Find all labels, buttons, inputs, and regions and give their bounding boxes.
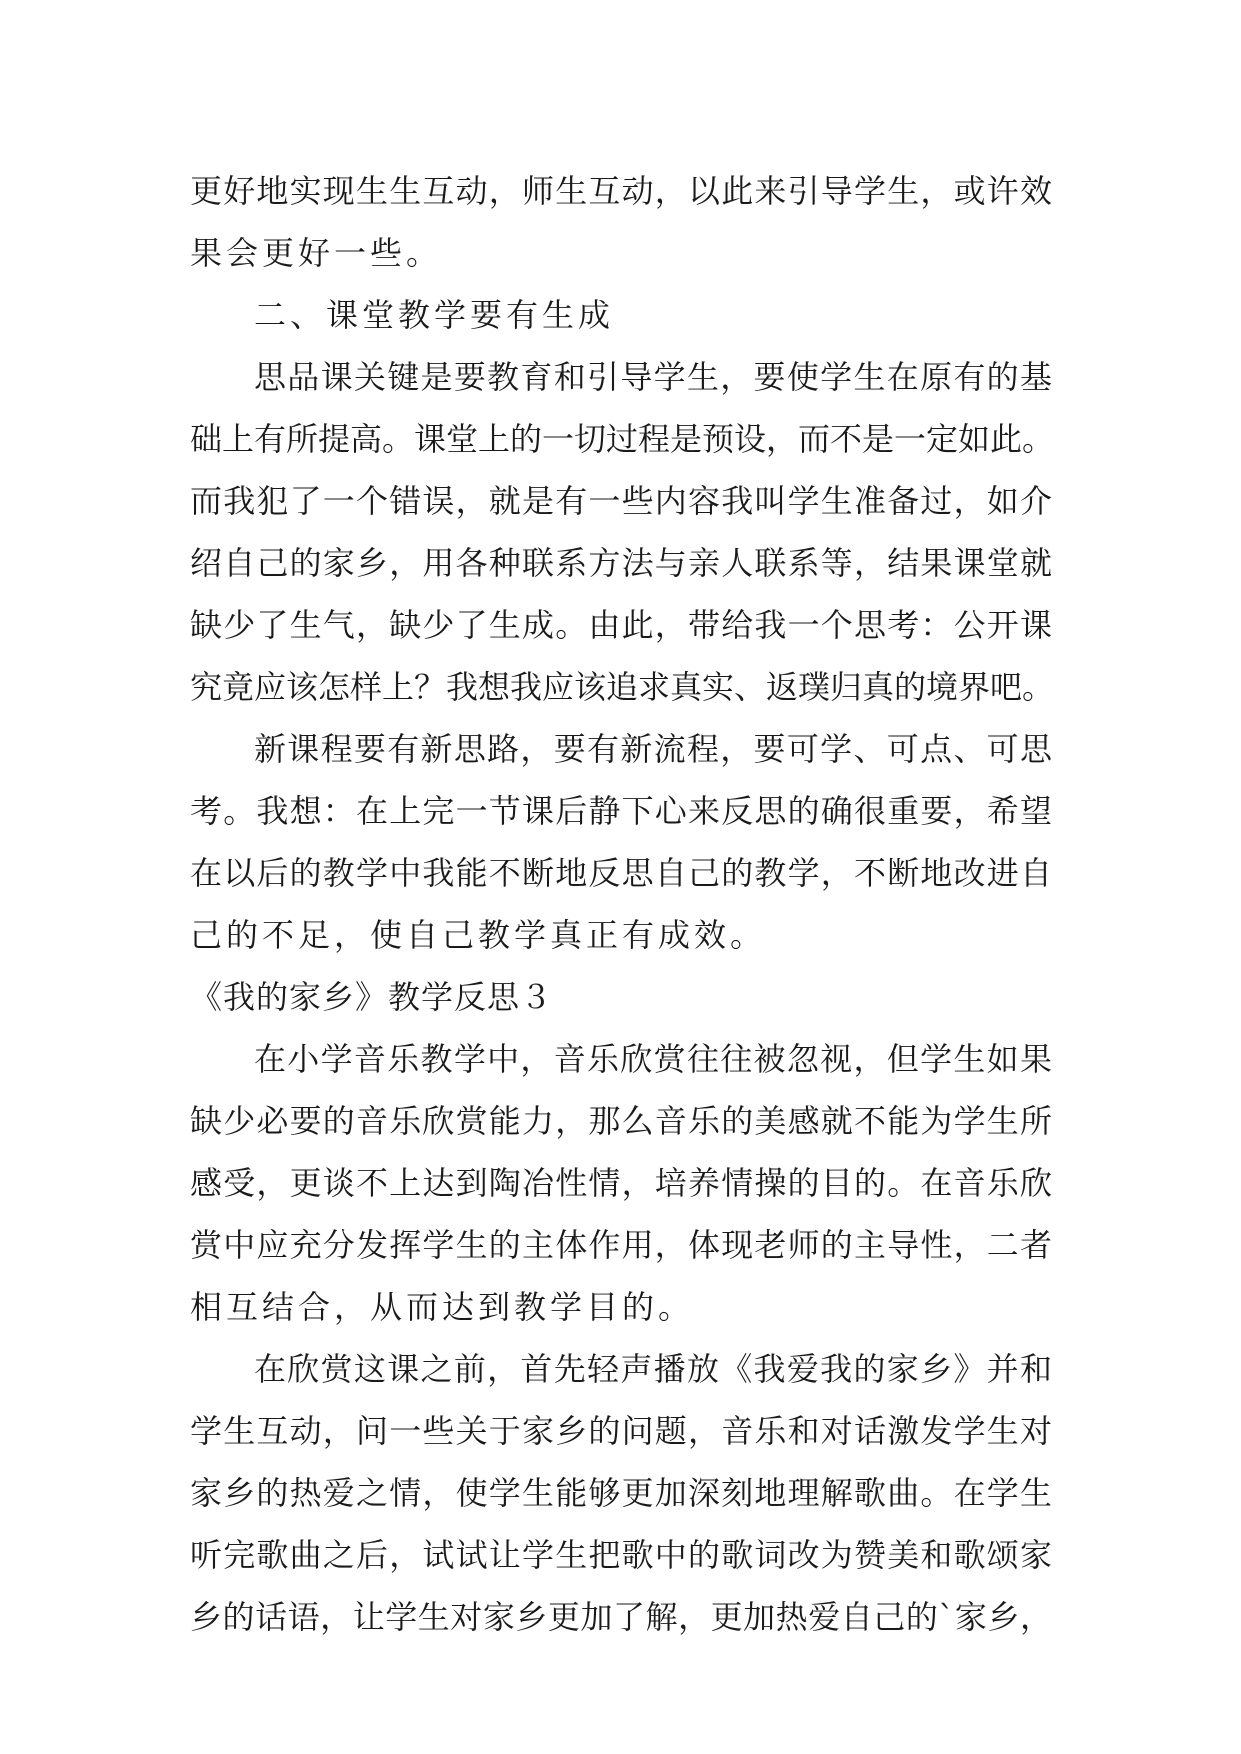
text-line: 而我犯了一个错误，就是有一些内容我叫学生准备过，如介: [190, 482, 1052, 520]
text-line: 缺少必要的音乐欣赏能力，那么音乐的美感就不能为学生所: [190, 1102, 1052, 1140]
text-line: 二、课堂教学要有生成: [254, 296, 615, 334]
text-line: 己的不足，使自己教学真正有成效。: [190, 916, 767, 954]
document-body: [190, 160, 1055, 1648]
text-line: 缺少了生气，缺少了生成。由此，带给我一个思考：公开课: [190, 606, 1052, 644]
text-line: 更好地实现生生互动，师生互动，以此来引导学生，或许效: [190, 172, 1052, 210]
text-line: 赏中应充分发挥学生的主体作用，体现老师的主导性，二者: [190, 1226, 1052, 1264]
text-line: 绍自己的家乡，用各种联系方法与亲人联系等，结果课堂就: [190, 544, 1052, 582]
section-heading: 《我的家乡》教学反思３: [190, 978, 554, 1016]
text-line: 考。我想：在上完一节课后静下心来反思的确很重要，希望: [190, 792, 1052, 830]
text-line: 在欣赏这课之前，首先轻声播放《我爱我的家乡》并和: [254, 1350, 1052, 1388]
text-line: 乡的话语，让学生对家乡更加了解，更加热爱自己的`家乡，: [190, 1598, 1052, 1636]
text-line: 在小学音乐教学中，音乐欣赏往往被忽视，但学生如果: [254, 1040, 1052, 1078]
text-line: 相互结合，从而达到教学目的。: [190, 1288, 695, 1326]
text-line: 究竟应该怎样上？我想我应该追求真实、返璞归真的境界吧。: [190, 668, 1055, 706]
text-line: 听完歌曲之后，试试让学生把歌中的歌词改为赞美和歌颂家: [190, 1536, 1052, 1574]
text-line: 思品课关键是要教育和引导学生，要使学生在原有的基: [254, 358, 1052, 396]
text-line: 在以后的教学中我能不断地反思自己的教学，不断地改进自: [190, 854, 1052, 892]
text-line: 新课程要有新思路，要有新流程，要可学、可点、可思: [254, 730, 1052, 768]
text-line: 果会更好一些。: [190, 234, 443, 272]
text-line: 学生互动，问一些关于家乡的问题，音乐和对话激发学生对: [190, 1412, 1052, 1450]
text-line: 家乡的热爱之情，使学生能够更加深刻地理解歌曲。在学生: [190, 1474, 1052, 1512]
text-line: 感受，更谈不上达到陶冶性情，培养情操的目的。在音乐欣: [190, 1164, 1052, 1202]
text-line: 础上有所提高。课堂上的一切过程是预设，而不是一定如此。: [190, 420, 1055, 458]
